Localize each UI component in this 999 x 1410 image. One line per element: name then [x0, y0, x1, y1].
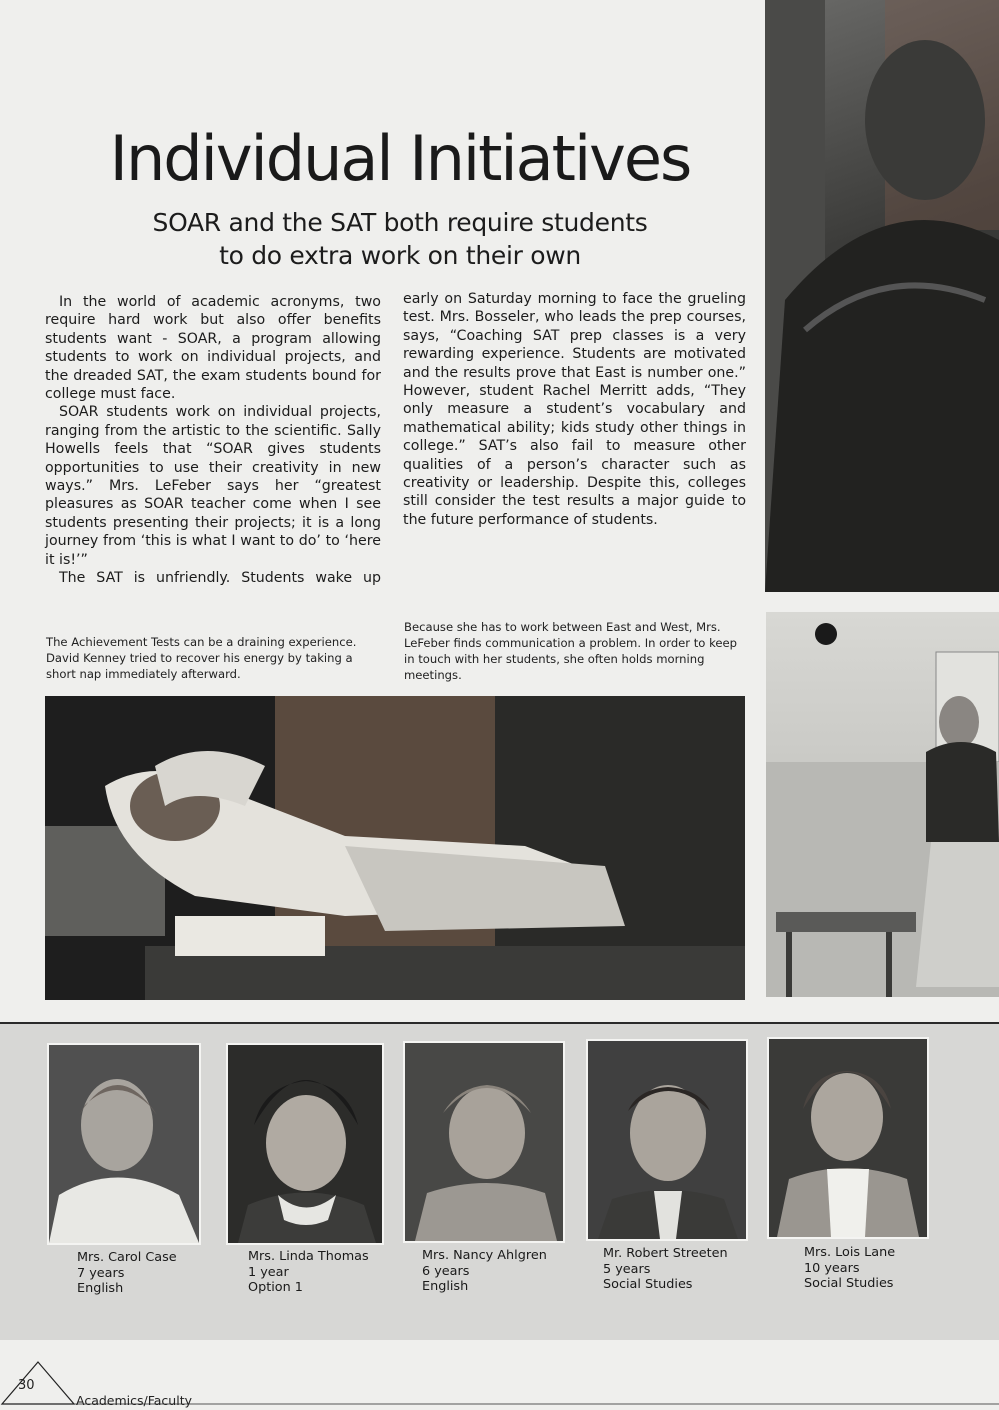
photo-caption-lefeber: Because she has to work between East and West, Mrs. LeFeber finds communication a problem. In order to keep in touch with her students, she often holds morning meetings. [404, 620, 738, 682]
page-number: 30 [18, 1378, 35, 1393]
article-column-right [403, 290, 746, 552]
student-silhouette-image [765, 0, 999, 592]
portrait-image [405, 1043, 563, 1241]
portrait-image [228, 1045, 382, 1243]
faculty-portrait [47, 1043, 201, 1245]
faculty-portrait [226, 1043, 384, 1245]
faculty-info [422, 1248, 547, 1295]
article-paragraph: early on Saturday morning to face the grueling test. Mrs. Bosseler, who leads the prep courses, says, “Coaching SAT prep classes is a very rewarding experience. Students are motivated and the results prove that East is number one.” However, student Rachel Merritt adds, “They only measure a student’s vocabulary and mathematical ability; kids study other things in college.” SAT’s also fail to measure other qualities of a person’s character such as creativity or leadership. Despite this, colleges still consider the test results a major guide to the future performance of students. [403, 291, 746, 528]
faculty-info [77, 1250, 177, 1297]
faculty-subject: English [422, 1279, 469, 1294]
nap-scene-image [45, 696, 745, 1000]
faculty-portrait [767, 1037, 929, 1239]
article-paragraph: The SAT is unfriendly. Students wake up [59, 570, 381, 587]
faculty-subject: Option 1 [248, 1280, 303, 1295]
portrait-image [588, 1041, 746, 1239]
page-title: Individual Initiatives [109, 122, 691, 195]
faculty-portrait [586, 1039, 748, 1241]
section-label: Academics/Faculty [76, 1393, 193, 1408]
faculty-subject: Social Studies [603, 1277, 693, 1292]
portrait-image [49, 1045, 199, 1243]
article-paragraph: In the world of academic acronyms, two require hard work but also offer benefits students want - SOAR, a program allowing students to work on individual projects, and the dreaded SAT, the exam students bound for college must face. [45, 294, 381, 403]
subtitle-line-1: SOAR and the SAT both require students [152, 208, 648, 237]
page-subtitle [60, 206, 740, 272]
faculty-band [0, 1024, 999, 1340]
photo-caption-nap: The Achievement Tests can be a draining experience. David Kenney tried to recover his energy by taking a short nap immediately afterward. [46, 635, 357, 681]
top-right-photo [765, 0, 999, 592]
faculty-years: 6 years [422, 1263, 470, 1279]
faculty-years: 1 year [248, 1264, 289, 1280]
faculty-name: Mr. Robert Streeten [603, 1246, 728, 1261]
teacher-lefeber-photo [766, 612, 999, 997]
faculty-name: Mrs. Carol Case [77, 1250, 177, 1265]
portrait-image [769, 1039, 927, 1237]
faculty-portrait [403, 1041, 565, 1243]
faculty-name: Mrs. Nancy Ahlgren [422, 1248, 547, 1263]
faculty-name: Mrs. Lois Lane [804, 1245, 896, 1260]
article-column-left [45, 293, 381, 593]
faculty-info [248, 1249, 369, 1296]
student-nap-photo [45, 696, 745, 1000]
faculty-subject: Social Studies [804, 1276, 894, 1291]
faculty-name: Mrs. Linda Thomas [248, 1249, 369, 1264]
subtitle-line-2: to do extra work on their own [219, 241, 581, 270]
faculty-years: 5 years [603, 1261, 651, 1277]
faculty-info [804, 1245, 895, 1292]
classroom-scene-image [766, 612, 999, 997]
faculty-years: 7 years [77, 1265, 125, 1281]
article-paragraph: SOAR students work on individual projects, ranging from the artistic to the scientific. Sally Howells feels that “SOAR gives students opportunities to use their creativity in new ways.” Mrs. LeFeber says her “greatest pleasures as SOAR teacher come when I see students presenting their projects; it is a long journey from ‘this is what I want to do’ to ‘here it is!’” [45, 404, 381, 568]
faculty-subject: English [77, 1281, 124, 1296]
faculty-years: 10 years [804, 1260, 860, 1276]
faculty-info [603, 1246, 728, 1293]
